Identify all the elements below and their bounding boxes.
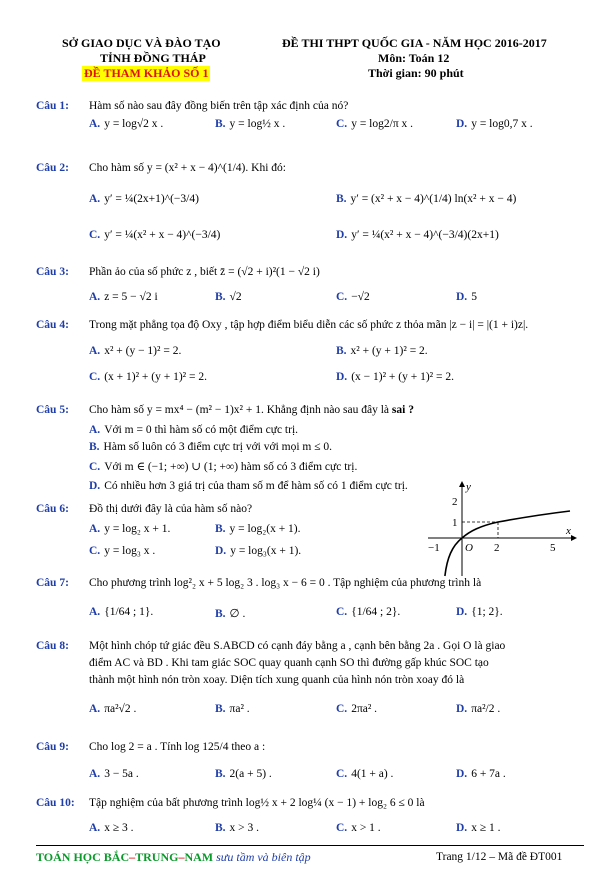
q7-text: Cho phương trình log²₂ x + 5 log₂ 3 . log₃ x − 6 = 0 . Tập nghiệm của phương trình là bbox=[89, 577, 482, 589]
q1-a-letter: A. bbox=[89, 118, 101, 130]
q6-option-b bbox=[215, 523, 301, 535]
q6-d-text: y = log₃(x + 1). bbox=[230, 545, 302, 557]
q6-option-c bbox=[89, 545, 155, 557]
q4-c-text: (x + 1)² + (y + 1)² = 2. bbox=[104, 371, 207, 383]
q10-c-text: x > 1 . bbox=[351, 822, 381, 834]
q6-c-letter: C. bbox=[89, 545, 101, 557]
q1-a-text: y = log√2 x . bbox=[104, 118, 164, 130]
q5-d-text: Có nhiều hơn 3 giá trị của tham số m để hàm số có 1 điểm cực trị. bbox=[104, 480, 408, 492]
q9-d-letter: D. bbox=[456, 768, 468, 780]
q1-d-letter: D. bbox=[456, 118, 468, 130]
q6-a-letter: A. bbox=[89, 523, 101, 535]
header-left-line1: SỞ GIAO DỤC VÀ ĐÀO TẠO bbox=[62, 36, 221, 50]
graph-x-label: x bbox=[566, 525, 571, 537]
q3-b-letter: B. bbox=[215, 291, 226, 303]
graph-tick-x-5: 5 bbox=[550, 542, 556, 554]
q8-option-b bbox=[215, 703, 250, 715]
q7-d-text: {1; 2}. bbox=[471, 606, 503, 618]
q8-b-text: πa² . bbox=[229, 703, 250, 715]
q9-option-a bbox=[89, 768, 139, 780]
q8-text-line1: Một hình chóp tứ giác đều S.ABCD có cạnh đáy bằng a , cạnh bên bằng 2a . Gọi O là giao bbox=[89, 640, 506, 652]
q6-b-letter: B. bbox=[215, 523, 226, 535]
graph-tick-y-2: 2 bbox=[452, 496, 458, 508]
q3-option-a bbox=[89, 291, 158, 303]
q4-option-b bbox=[336, 345, 428, 357]
q1-option-c bbox=[336, 118, 413, 130]
q6-c-text: y = log₃ x . bbox=[104, 545, 156, 557]
q7-a-letter: A. bbox=[89, 606, 101, 618]
q10-d-letter: D. bbox=[456, 822, 468, 834]
q9-option-d bbox=[456, 768, 506, 780]
footer-brand-part1: TOÁN HỌC BẮC bbox=[36, 850, 130, 864]
q3-c-letter: C. bbox=[336, 291, 348, 303]
q3-label: Câu 3: bbox=[36, 266, 69, 278]
q2-text: Cho hàm số y = (x² + x − 4)^(1/4). Khi đó: bbox=[89, 162, 286, 174]
q8-b-letter: B. bbox=[215, 703, 226, 715]
q8-a-letter: A. bbox=[89, 703, 101, 715]
q5-option-c bbox=[89, 459, 357, 473]
q6-option-a bbox=[89, 523, 170, 535]
q2-a-text: y′ = ¼(2x+1)^(−3/4) bbox=[104, 193, 199, 205]
q1-option-a bbox=[89, 118, 163, 130]
q9-b-text: 2(a + 5) . bbox=[229, 768, 272, 780]
q10-c-letter: C. bbox=[336, 822, 348, 834]
header-left-line2: TỈNH ĐỒNG THÁP bbox=[100, 51, 206, 65]
q2-d-letter: D. bbox=[336, 229, 348, 241]
q4-a-text: x² + (y − 1)² = 2. bbox=[104, 345, 182, 357]
q10-b-text: x > 3 . bbox=[229, 822, 260, 834]
q2-option-d bbox=[336, 229, 499, 241]
q2-c-letter: C. bbox=[89, 229, 101, 241]
q7-option-b bbox=[215, 606, 245, 620]
q7-option-a bbox=[89, 606, 153, 618]
q4-d-letter: D. bbox=[336, 371, 348, 383]
q5-option-a bbox=[89, 424, 298, 436]
q5-a-text: Với m = 0 thì hàm số có một điểm cực trị. bbox=[104, 424, 299, 436]
q9-option-b bbox=[215, 768, 272, 780]
q1-c-text: y = log2/π x . bbox=[351, 118, 413, 130]
q1-b-letter: B. bbox=[215, 118, 226, 130]
q5-label: Câu 5: bbox=[36, 404, 69, 416]
q4-option-a bbox=[89, 345, 181, 357]
q7-c-letter: C. bbox=[336, 606, 348, 618]
q3-text: Phần ảo của số phức z , biết z̄ = (√2 + i)²(1 − √2 i) bbox=[89, 266, 320, 278]
q9-d-text: 6 + 7a . bbox=[471, 768, 506, 780]
q3-option-b bbox=[215, 291, 242, 303]
q9-c-letter: C. bbox=[336, 768, 348, 780]
q10-label: Câu 10: bbox=[36, 797, 75, 809]
q10-a-text: x ≥ 3 . bbox=[104, 822, 134, 834]
q8-c-letter: C. bbox=[336, 703, 348, 715]
q2-d-text: y′ = ¼(x² + x − 4)^(−3/4)(2x+1) bbox=[351, 229, 499, 241]
q10-a-letter: A. bbox=[89, 822, 101, 834]
q7-option-c bbox=[336, 606, 400, 618]
q4-option-c bbox=[89, 371, 207, 383]
q4-b-letter: B. bbox=[336, 345, 347, 357]
q4-a-letter: A. bbox=[89, 345, 101, 357]
q9-label: Câu 9: bbox=[36, 741, 69, 753]
q7-c-text: {1/64 ; 2}. bbox=[351, 606, 401, 618]
q2-c-text: y′ = ¼(x² + x − 4)^(−3/4) bbox=[104, 229, 221, 241]
header-right-line3: Thời gian: 90 phút bbox=[368, 66, 464, 80]
q7-label: Câu 7: bbox=[36, 577, 69, 589]
q5-text-main: Cho hàm số y = mx⁴ − (m² − 1)x² + 1. Khẳng định nào sau đây là bbox=[89, 404, 392, 416]
q5-option-d bbox=[89, 480, 408, 492]
q1-text: Hàm số nào sau đây đồng biến trên tập xác định của nó? bbox=[89, 100, 349, 112]
q1-option-d bbox=[456, 118, 533, 130]
q1-c-letter: C. bbox=[336, 118, 348, 130]
q7-d-letter: D. bbox=[456, 606, 468, 618]
q5-text bbox=[89, 404, 414, 416]
q8-d-letter: D. bbox=[456, 703, 468, 715]
q8-label: Câu 8: bbox=[36, 640, 69, 652]
q4-d-text: (x − 1)² + (y + 1)² = 2. bbox=[351, 371, 454, 383]
footer-divider bbox=[36, 845, 584, 846]
q9-b-letter: B. bbox=[215, 768, 226, 780]
q5-option-b bbox=[89, 441, 332, 453]
graph-origin-label: O bbox=[465, 542, 473, 554]
q5-c-letter: C. bbox=[89, 461, 101, 473]
q8-d-text: πa²/2 . bbox=[471, 703, 501, 715]
footer-brand-part2: TRUNG bbox=[135, 850, 179, 864]
q3-option-d bbox=[456, 291, 477, 303]
q8-option-c bbox=[336, 703, 377, 715]
q8-text-line2: điểm AC và BD . Khi tam giác SOC quay quanh cạnh SO thì đường gấp khúc SOC tạo bbox=[89, 657, 489, 669]
q9-a-letter: A. bbox=[89, 768, 101, 780]
q9-a-text: 3 − 5a . bbox=[104, 768, 139, 780]
q3-c-text: −√2 bbox=[351, 291, 370, 303]
graph-tick-x-2: 2 bbox=[494, 542, 500, 554]
q6-option-d bbox=[215, 545, 301, 557]
q5-a-letter: A. bbox=[89, 424, 101, 436]
q1-label: Câu 1: bbox=[36, 100, 69, 112]
q5-d-letter: D. bbox=[89, 480, 101, 492]
graph-y-label: y bbox=[466, 481, 471, 493]
q10-option-d bbox=[456, 822, 501, 834]
footer-brand-italic: sưu tầm và biên tập bbox=[213, 850, 311, 864]
q8-option-d bbox=[456, 703, 500, 715]
q5-text-emphasis: sai ? bbox=[391, 404, 414, 416]
q3-option-c bbox=[336, 291, 370, 303]
q7-b-text: ∅ . bbox=[229, 608, 246, 620]
header-right-line1: ĐỀ THI THPT QUỐC GIA - NĂM HỌC 2016-2017 bbox=[282, 36, 547, 50]
header-left-line3: ĐỀ THAM KHẢO SỐ 1 bbox=[84, 66, 209, 80]
q4-text: Trong mặt phẳng tọa độ Oxy , tập hợp điểm biểu diễn các số phức z thỏa mãn |z − i| = |(1 + i)z|. bbox=[89, 319, 529, 331]
q2-b-text: y′ = (x² + x − 4)^(1/4) ln(x² + x − 4) bbox=[350, 193, 517, 205]
q5-b-letter: B. bbox=[89, 441, 100, 453]
q7-a-text: {1/64 ; 1}. bbox=[104, 606, 154, 618]
q9-c-text: 4(1 + a) . bbox=[351, 768, 394, 780]
q10-text: Tập nghiệm của bất phương trình log½ x + 2 log¼ (x − 1) + log₂ 6 ≤ 0 là bbox=[89, 797, 425, 809]
q10-option-a bbox=[89, 822, 134, 834]
q10-option-b bbox=[215, 822, 259, 834]
q7-option-d bbox=[456, 606, 503, 618]
q10-b-letter: B. bbox=[215, 822, 226, 834]
graph-tick-y-1: 1 bbox=[452, 517, 458, 529]
q8-text-line3: thành một hình nón tròn xoay. Diện tích xung quanh của hình nón tròn xoay đó là bbox=[89, 674, 465, 686]
q6-graph bbox=[420, 478, 580, 578]
q2-option-c bbox=[89, 229, 220, 241]
footer-dash2: – bbox=[178, 850, 185, 864]
q4-c-letter: C. bbox=[89, 371, 101, 383]
q10-option-c bbox=[336, 822, 381, 834]
q1-b-text: y = log½ x . bbox=[229, 118, 286, 130]
header-right-line2: Môn: Toán 12 bbox=[378, 51, 450, 65]
q6-a-text: y = log₂ x + 1. bbox=[104, 523, 171, 535]
q1-option-b bbox=[215, 118, 285, 130]
graph-tick-x-neg1: −1 bbox=[428, 542, 440, 554]
q2-option-b bbox=[336, 193, 516, 205]
q5-b-text: Hàm số luôn có 3 điểm cực trị với với mọi m ≤ 0. bbox=[103, 441, 333, 453]
q2-b-letter: B. bbox=[336, 193, 347, 205]
q1-d-text: y = log0,7 x . bbox=[471, 118, 533, 130]
q9-option-c bbox=[336, 768, 393, 780]
q3-b-text: √2 bbox=[229, 291, 242, 303]
q10-d-text: x ≥ 1 . bbox=[471, 822, 501, 834]
q2-option-a bbox=[89, 193, 199, 205]
q4-label: Câu 4: bbox=[36, 319, 69, 331]
q2-a-letter: A. bbox=[89, 193, 101, 205]
q3-a-text: z = 5 − √2 i bbox=[104, 291, 158, 303]
q3-d-letter: D. bbox=[456, 291, 468, 303]
footer-brand bbox=[36, 850, 311, 865]
q6-b-text: y = log₂(x + 1). bbox=[229, 523, 301, 535]
footer-page-info: Trang 1/12 – Mã đề ĐT001 bbox=[436, 851, 563, 863]
q8-option-a bbox=[89, 703, 136, 715]
q5-c-text: Với m ∈ (−1; +∞) ∪ (1; +∞) hàm số có 3 điểm cực trị. bbox=[104, 461, 358, 473]
q8-a-text: πa²√2 . bbox=[104, 703, 137, 715]
footer-dash1: – bbox=[129, 850, 136, 864]
q6-text: Đồ thị dưới đây là của hàm số nào? bbox=[89, 503, 253, 515]
q6-d-letter: D. bbox=[215, 545, 227, 557]
q3-a-letter: A. bbox=[89, 291, 101, 303]
q7-b-letter: B. bbox=[215, 608, 226, 620]
q6-label: Câu 6: bbox=[36, 503, 69, 515]
q4-option-d bbox=[336, 371, 454, 383]
q8-c-text: 2πa² . bbox=[351, 703, 378, 715]
q9-text: Cho log 2 = a . Tính log 125/4 theo a : bbox=[89, 741, 266, 753]
q2-label: Câu 2: bbox=[36, 162, 69, 174]
q4-b-text: x² + (y + 1)² = 2. bbox=[350, 345, 428, 357]
footer-brand-part3: NAM bbox=[184, 850, 214, 864]
q3-d-text: 5 bbox=[471, 291, 477, 303]
